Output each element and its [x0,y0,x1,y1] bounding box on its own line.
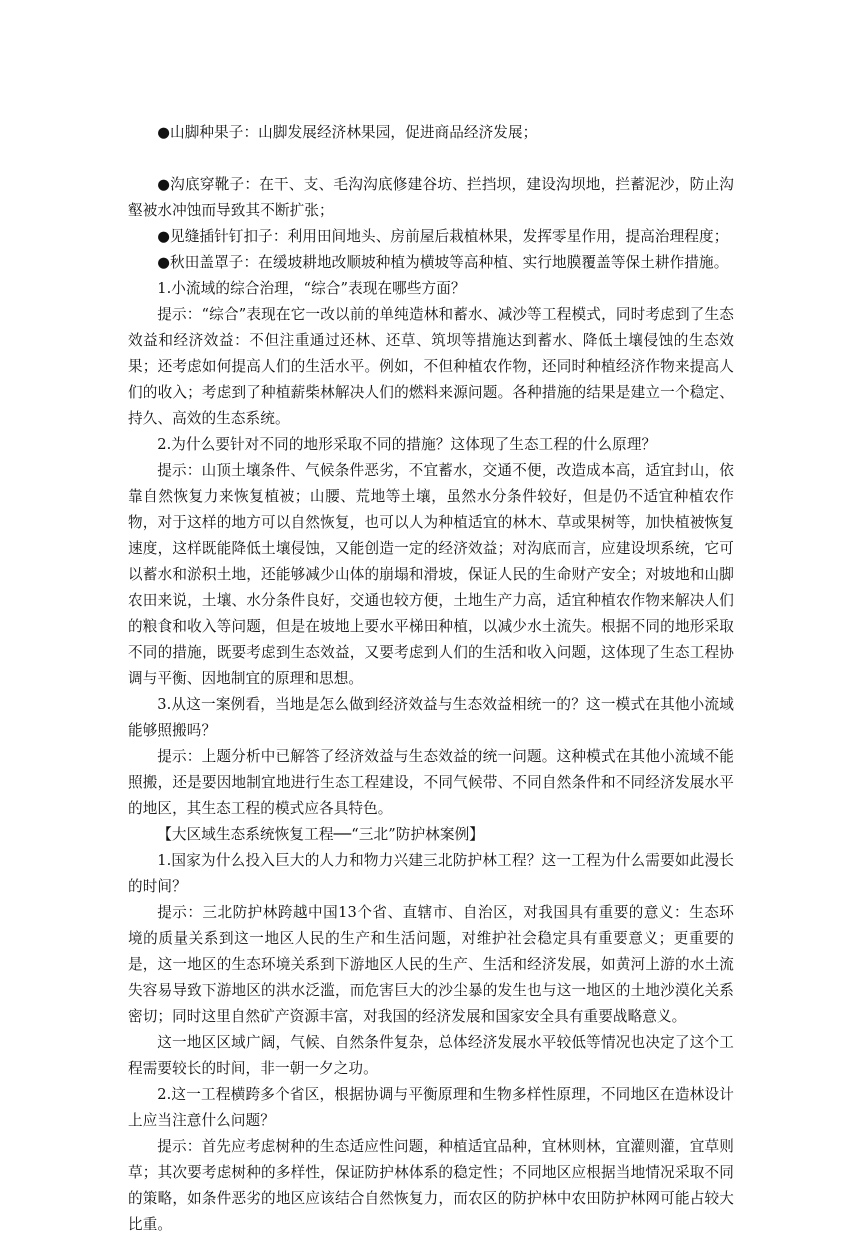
blank-line [128,146,734,172]
answer-2: 提示：山顶土壤条件、气候条件恶劣，不宜蓄水，交通不便，改造成本高，适宜封山，依靠自然恢复力来恢复植被；山腰、荒地等土壤，虽然水分条件较好，但是仍不适宜种植农作物，对于这样的地方可以自然恢复，也可以人为种植适宜的林木、草或果树等，加快植被恢复速度，这样既能降低土壤侵蚀，又能创造一定的经济效益；对沟底而言，应建设坝系统，它可以蓄水和淤积土地，还能够减少山体的崩塌和滑坡，保证人民的生命财产安全；对坡地和山脚农田来说，土壤、水分条件良好，交通也较方便，土地生产力高，适宜种植农作物来解决人们的粮食和收入等问题，但是在坡地上要水平梯田种植，以减少水土流失。根据不同的地形采取不同的措施，既要考虑到生态效益，又要考虑到人们的生活和收入问题，这体现了生态工程协调与平衡、因地制宜的原理和思想。 [128,462,734,687]
question-1-comprehensive: 1.小流域的综合治理，“综合”表现在哪些方面？ [157,280,466,297]
question-3-unification: 3.从这一案例看，当地是怎么做到经济效益与生态效益相统一的？这一模式在其他小流域能够照搬吗？ [128,696,734,739]
bullet-mountain-foot-orchard: ●山脚种果子：山脚发展经济林果园，促进商品经济发展； [157,124,538,141]
document-page [128,120,734,1238]
answer-5: 提示：首先应考虑树种的生态适应性问题，种植适宜品种，宜林则林，宜灌则灌，宜草则草；其次要考虑树种的多样性，保证防护林体系的稳定性；不同地区应根据当地情况采取不同的策略，如条件恶劣的地区应该结合自然恢复力，而农区的防护林中农田防护林网可能占较大比重。 [128,1138,734,1233]
bullet-autumn-field-cover: ●秋田盖罩子：在缓坡耕地改顺坡种植为横坡等高种植、实行地膜覆盖等保土耕作措施。 [157,254,729,271]
answer-4: 提示：三北防护林跨越中国13个省、直辖市、自治区，对我国具有重要的意义：生态环境的质量关系到这一地区人民的生产和生活问题，对维护社会稳定具有重要意义；更重要的是，这一地区的生态环境关系到下游地区人民的生产、生活和经济发展，如黄河上游的水土流失容易导致下游地区的洪水泛滥，而危害巨大的沙尘暴的发生也与这一地区的土地沙漠化关系密切；同时这里自然矿产资源丰富，对我国的经济发展和国家安全具有重要战略意义。 [128,904,734,1025]
question-2-terrain: 2.为什么要针对不同的地形采取不同的措施？这体现了生态工程的什么原理？ [157,436,657,453]
answer-4-continued: 这一地区区域广阔，气候、自然条件复杂，总体经济发展水平较低等情况也决定了这个工程需要较长的时间，非一朝一夕之功。 [128,1034,734,1077]
section-heading-three-north: 【大区域生态系统恢复工程──“三北”防护林案例】 [157,826,484,843]
bullet-gully-bottom-dams: ●沟底穿靴子：在干、支、毛沟沟底修建谷坊、拦挡坝，建设沟坝地，拦蓄泥沙，防止沟壑被水冲蚀而导致其不断扩张； [128,176,734,219]
answer-1: 提示：“综合”表现在它一改以前的单纯造林和蓄水、减沙等工程模式，同时考虑到了生态效益和经济效益：不但注重通过还林、还草、筑坝等措施达到蓄水、降低土壤侵蚀的生态效果；还考虑如何提高人们的生活水平。例如，不但种植农作物，还同时种植经济作物来提高人们的收入；考虑到了种植薪柴林解决人们的燃料来源问题。各种措施的结果是建立一个稳定、持久、高效的生态系统。 [128,306,734,427]
bullet-fill-gaps-planting: ●见缝插针钉扣子：利用田间地头、房前屋后栽植林果，发挥零星作用，提高治理程度； [157,228,729,245]
question-4-investment: 1.国家为什么投入巨大的人力和物力兴建三北防护林工程？这一工程为什么需要如此漫长的时间？ [128,852,734,895]
question-5-afforestation-design: 2.这一工程横跨多个省区，根据协调与平衡原理和生物多样性原理，不同地区在造林设计上应当注意什么问题？ [128,1086,734,1129]
answer-3: 提示：上题分析中已解答了经济效益与生态效益的统一问题。这种模式在其他小流域不能照搬，还是要因地制宜地进行生态工程建设，不同气候带、不同自然条件和不同经济发展水平的地区，其生态工程的模式应各具特色。 [128,748,734,817]
